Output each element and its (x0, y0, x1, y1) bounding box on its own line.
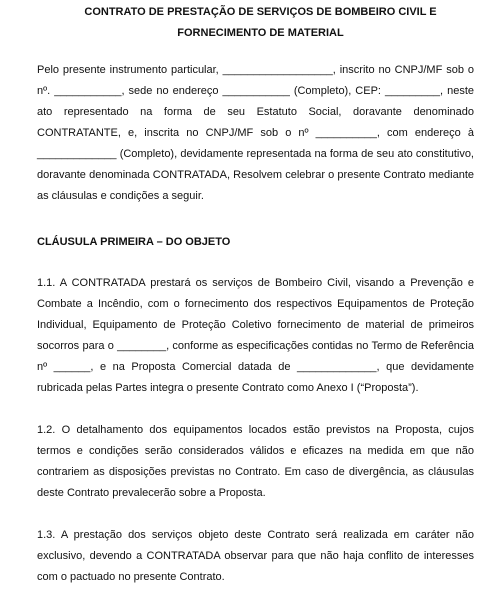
intro-paragraph: Pelo presente instrumento particular, __________________, inscrito no CNPJ/MF sob o nº. ___________, sede no endereço ___________ (Completo), CEP: _________, neste ato representado na forma de seu Estatuto Social, doravante denominado CONTRATANTE, e, inscrita no CNPJ/MF sob o nº __________, com endereço à _____________ (Completo), devidamente representada na forma de seu ato constitutivo, doravante denominada CONTRATADA, Resolvem celebrar o presente Contrato mediante as cláusulas e condições a seguir. (37, 64, 474, 202)
document-title: CONTRATO DE PRESTAÇÃO DE SERVIÇOS DE BOMBEIRO CIVIL E FORNECIMENTO DE MATERIAL (84, 6, 437, 39)
clause-1-1-paragraph: 1.1. A CONTRATADA prestará os serviços de Bombeiro Civil, visando a Prevenção e Combate a Incêndio, com o fornecimento dos respectivos Equipamentos de Proteção Individual, Equipamento de Proteção Coletivo fornecimento de material de primeiros socorros para o ________, conforme as especificações contidas no Termo de Referência nº ______, e na Proposta Comercial datada de _____________, que devidamente rubricada pelas Partes integra o presente Contrato como Anexo I (“Proposta”). (37, 277, 474, 394)
clause-1-3-paragraph: 1.3. A prestação dos serviços objeto deste Contrato será realizada em caráter não exclusivo, devendo a CONTRATADA observar para que não haja conflito de interesses com o pactuado no presente Contrato. (37, 529, 474, 583)
clause-1-heading: CLÁUSULA PRIMEIRA – DO OBJETO (37, 236, 231, 248)
clause-1-2-paragraph: 1.2. O detalhamento dos equipamentos locados estão previstos na Proposta, cujos termos e condições serão considerados válidos e eficazes na medida em que não contrariem as disposições previstas no Contrato. Em caso de divergência, as cláusulas deste Contrato prevalecerão sobre a Proposta. (37, 424, 474, 499)
